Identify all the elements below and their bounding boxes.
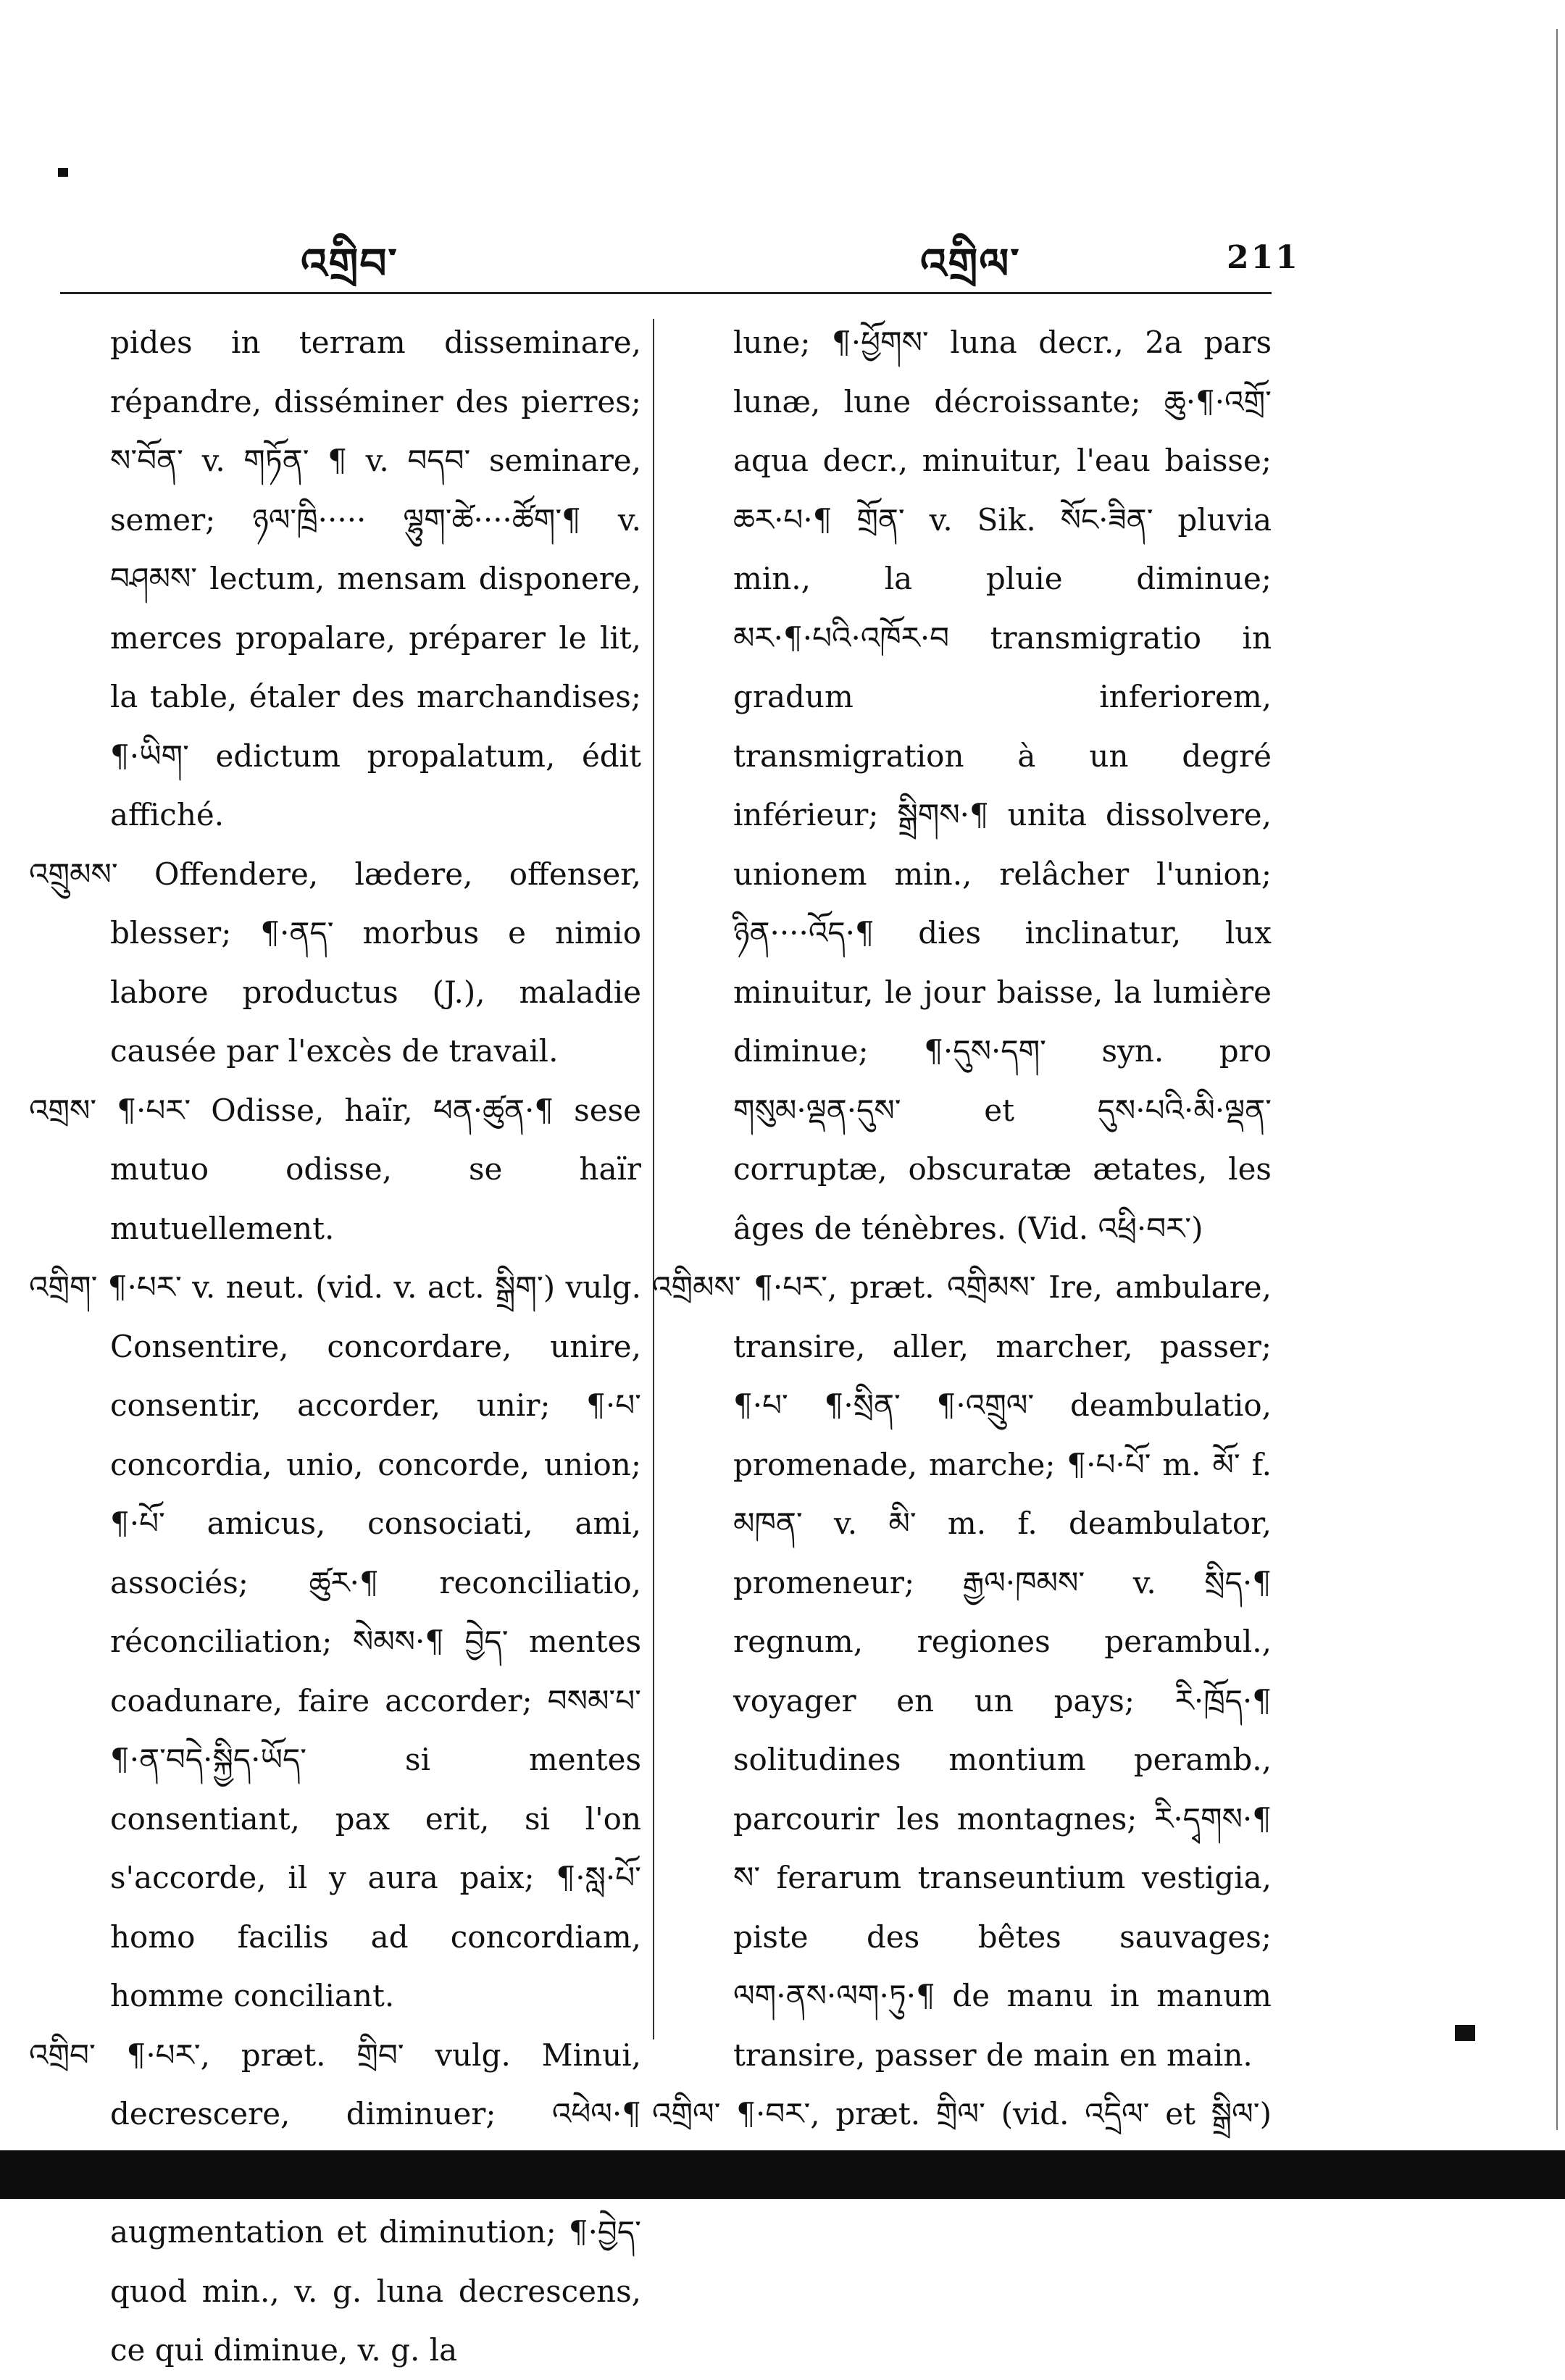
entry-agrib-continued: lune; ¶·ཕྱོགས་ luna decr., 2a pars lunæ, lune décroissante; ཆུ·¶·འགྲོ་ aqua decr., minuitur, l'eau baisse; ཆར·པ·¶ གྲོན་ v. Sik. སོང·ཟིན་ pluvia min., la pluie diminue; མར·¶·པའི·འཁོར·བ transmigratio in gradum inferiorem, transmigration à un degré inférieur; སྒྲིགས·¶ unita dissolvere, unionem min., relâcher l'union; ཉིན····འོད·¶ dies inclinatur, lux minuitur, le jour baisse, la lumière diminue; ¶·དུས·དག་ syn. pro གསུམ·ལྡན·དུས་ et དུས·པའི·མི·ལྡན་ corruptæ, obscuratæ ætates, les âges de ténèbres. (Vid. འཕྲི·བར་) [733,325,1272,1246]
header-rule [60,292,1272,294]
entry-agrig: འགྲིག་ ¶·པར་ v. neut. (vid. v. act. སྒྲིག་) vulg. Consentire, concordare, unire, consentir, accorder, unir; ¶·པ་ concordia, unio, concorde, union; ¶·པོ་ amicus, consociati, ami, associés; ཚུར·¶ reconciliatio, réconciliation; སེམས·¶ བྱེད་ mentes coadunare, faire accorder; བསམ་པ་¶·ན་བདེ·སྐྱིད·ཡོད་ si mentes consentiant, pax erit, si l'on s'accorde, il y aura paix; ¶·སླ·པོ་ homo facilis ad concordiam, homme conciliant. [29,1269,641,2013]
page-number: 211 [1227,239,1300,276]
entry-agras: འགྲས་ ¶·པར་ Odisse, haïr, ཕན·ཚུན·¶ sese mutuo odisse, se haïr mutuellement. [29,1092,641,1246]
entry-agrims: འགྲིམས་ ¶·པར་, præt. འགྲིམས་ Ire, ambulare, transire, aller, marcher, passer; ¶·པ་ ¶·སྲིན་ ¶·འགྲུལ་ deambulatio, promenade, marche; ¶·པ·པོ་ m. མོ་ f. མཁན་ v. མི་ m. f. deambulator, promeneur; རྒྱལ·ཁམས་ v. སྲིད·¶ regnum, regiones perambul., voyager en un pays; རི·ཁྲོད·¶ solitudines montium peramb., parcourir les montagnes; རི·དྭགས·¶ ས་ ferarum transeuntium vestigia, piste des bêtes sauvages; ལག·ནས·ལག·ཏུ·¶ de manu in manum transire, passer de main en main. [652,1269,1272,2073]
page-edge-line [1556,29,1558,2130]
entry-agril: འགྲིལ་ ¶·བར་, præt. གྲིལ་ (vid. འདྲིལ་ et སྒྲིལ་) [652,2096,1272,2131]
scan-bottom-border [0,2150,1565,2199]
left-column [29,313,641,2380]
right-column [652,313,1272,2202]
running-head-left: འགྲིབ་ [301,239,398,288]
running-head-right: འགྲིལ་ [920,239,1021,288]
entry-agrums: འགྲུམས་ Offendere, lædere, offenser, blesser; ¶·ནད་ morbus e nimio labore productus (J.), maladie causée par l'excès de travail. [29,856,641,1069]
entry-agrib: འགྲིབ་ ¶·པར་, præt. གྲིབ་ vulg. Minui, decrescere, diminuer; འཕེལ·¶ augmentation et diminution; ¶·བྱེད་ quod min., v. g. luna decrescens, ce qui diminue, v. g. la [29,2037,641,2368]
entry-continuation: pides in terram disseminare, répandre, disséminer des pierres; ས་བོན་ v. གཏོན་ ¶ v. བདབ་ seminare, semer; ཉལ་ཁྲི····· ལྷུག་ཚེ····ཚོག་¶ v. བཤམས་ lectum, mensam disponere, merces propalare, préparer le lit, la table, étaler des marchandises; ¶·ཡིག་ edictum propalatum, édit affiché. [110,325,641,832]
ink-speck [1455,2025,1475,2041]
ink-speck [58,168,68,177]
